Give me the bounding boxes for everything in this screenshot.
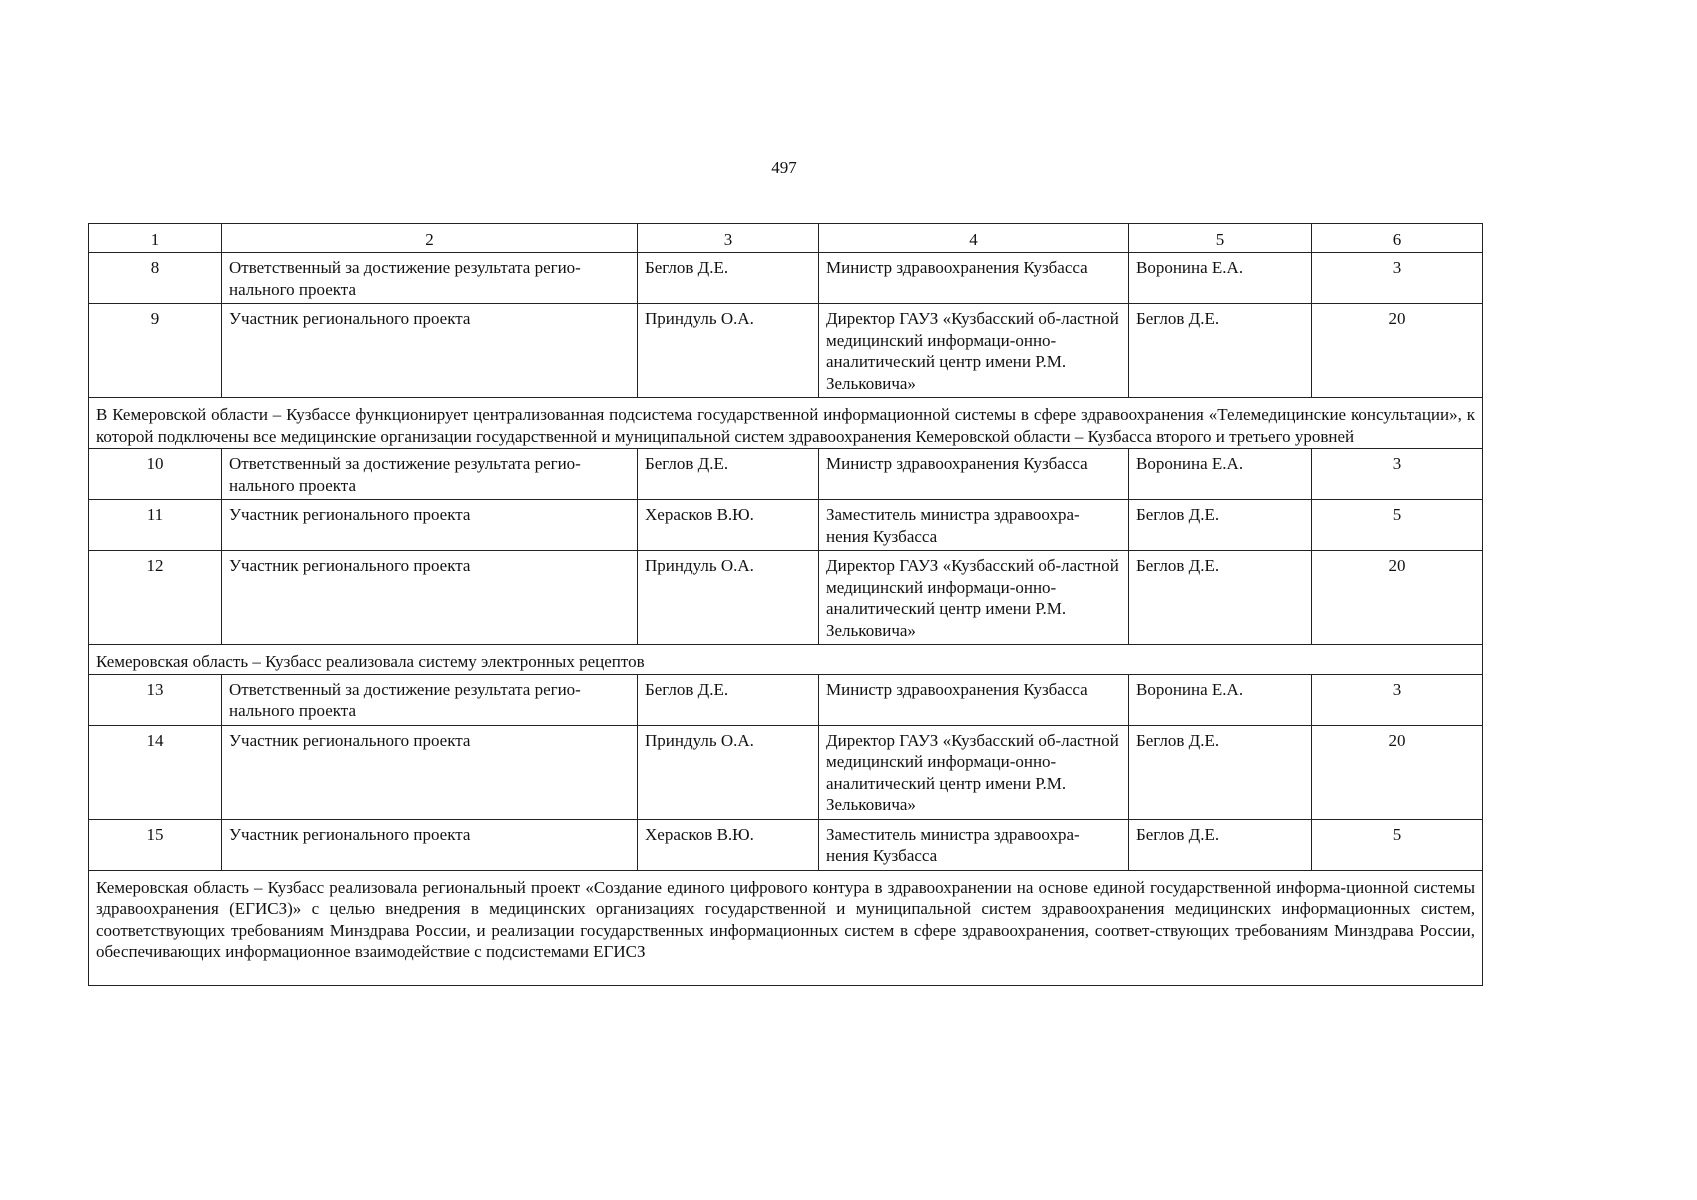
column-header: 6	[1312, 224, 1483, 253]
section-note: В Кемеровской области – Кузбассе функционирует централизованная подсистема государственной информационной системы в сфере здравоохранения «Телемедицинские консультации», к которой подключены все медицинские организации государственной и муниципальной систем здравоохранения Кемеровской области – Кузбасса второго и третьего уровней	[89, 398, 1483, 449]
person-cell: Беглов Д.Е.	[638, 449, 819, 500]
position-cell: Директор ГАУЗ «Кузбасский об-ластной медицинский информаци-онно-аналитический центр имени Р.М. Зельковича»	[819, 725, 1129, 819]
person-cell: Беглов Д.Е.	[638, 674, 819, 725]
table-row	[89, 551, 1483, 645]
table-row	[89, 449, 1483, 500]
role-cell: Участник регионального проекта	[222, 304, 638, 398]
row-number: 10	[89, 449, 222, 500]
section-note: Кемеровская область – Кузбасс реализовала региональный проект «Создание единого цифрового контура в здравоохранении на основе единой государственной информа-ционной системы здравоохранения (ЕГИСЗ)» с целью внедрения в медицинских организациях государственной и муниципальной систем здравоохранения медицинских информационных систем, соответствующих требованиям Минздрава России, и реализации государственных информационных систем в сфере здравоохранения, соответ-ствующих требованиям Минздрава России, обеспечивающих информационное взаимодействие с подсистемами ЕГИСЗ	[89, 870, 1483, 985]
value-cell: 3	[1312, 674, 1483, 725]
section-note-row	[89, 398, 1483, 449]
column-header: 1	[89, 224, 222, 253]
value-cell: 20	[1312, 725, 1483, 819]
role-cell: Ответственный за достижение результата регио-нального проекта	[222, 253, 638, 304]
supervisor-cell: Воронина Е.А.	[1129, 253, 1312, 304]
person-cell: Беглов Д.Е.	[638, 253, 819, 304]
row-number: 15	[89, 819, 222, 870]
table-row	[89, 674, 1483, 725]
row-number: 9	[89, 304, 222, 398]
position-cell: Заместитель министра здравоохра-нения Кузбасса	[819, 819, 1129, 870]
position-cell: Директор ГАУЗ «Кузбасский об-ластной медицинский информаци-онно-аналитический центр имени Р.М. Зельковича»	[819, 304, 1129, 398]
row-number: 13	[89, 674, 222, 725]
role-cell: Ответственный за достижение результата регио-нального проекта	[222, 449, 638, 500]
table-row	[89, 725, 1483, 819]
table-row	[89, 819, 1483, 870]
column-header: 2	[222, 224, 638, 253]
row-number: 14	[89, 725, 222, 819]
supervisor-cell: Воронина Е.А.	[1129, 674, 1312, 725]
value-cell: 5	[1312, 819, 1483, 870]
person-cell: Херасков В.Ю.	[638, 819, 819, 870]
position-cell: Заместитель министра здравоохра-нения Кузбасса	[819, 500, 1129, 551]
position-cell: Министр здравоохранения Кузбасса	[819, 674, 1129, 725]
value-cell: 3	[1312, 449, 1483, 500]
person-cell: Приндуль О.А.	[638, 725, 819, 819]
role-cell: Участник регионального проекта	[222, 819, 638, 870]
row-number: 8	[89, 253, 222, 304]
role-cell: Участник регионального проекта	[222, 551, 638, 645]
table-row	[89, 304, 1483, 398]
role-cell: Участник регионального проекта	[222, 500, 638, 551]
table-row	[89, 253, 1483, 304]
position-cell: Министр здравоохранения Кузбасса	[819, 449, 1129, 500]
row-number: 11	[89, 500, 222, 551]
page-number: 497	[771, 158, 797, 177]
supervisor-cell: Беглов Д.Е.	[1129, 551, 1312, 645]
role-cell: Участник регионального проекта	[222, 725, 638, 819]
supervisor-cell: Беглов Д.Е.	[1129, 500, 1312, 551]
supervisor-cell: Беглов Д.Е.	[1129, 304, 1312, 398]
role-cell: Ответственный за достижение результата регио-нального проекта	[222, 674, 638, 725]
section-note-row	[89, 870, 1483, 985]
position-cell: Директор ГАУЗ «Кузбасский об-ластной медицинский информаци-онно-аналитический центр имени Р.М. Зельковича»	[819, 551, 1129, 645]
row-number: 12	[89, 551, 222, 645]
table-row	[89, 500, 1483, 551]
table-header-row	[89, 224, 1483, 253]
supervisor-cell: Воронина Е.А.	[1129, 449, 1312, 500]
supervisor-cell: Беглов Д.Е.	[1129, 725, 1312, 819]
value-cell: 3	[1312, 253, 1483, 304]
person-cell: Херасков В.Ю.	[638, 500, 819, 551]
person-cell: Приндуль О.А.	[638, 304, 819, 398]
column-header: 5	[1129, 224, 1312, 253]
section-note: Кемеровская область – Кузбасс реализовала систему электронных рецептов	[89, 645, 1483, 675]
responsibility-table	[88, 223, 1483, 986]
value-cell: 20	[1312, 551, 1483, 645]
value-cell: 20	[1312, 304, 1483, 398]
position-cell: Министр здравоохранения Кузбасса	[819, 253, 1129, 304]
value-cell: 5	[1312, 500, 1483, 551]
supervisor-cell: Беглов Д.Е.	[1129, 819, 1312, 870]
section-note-row	[89, 645, 1483, 675]
person-cell: Приндуль О.А.	[638, 551, 819, 645]
column-header: 3	[638, 224, 819, 253]
column-header: 4	[819, 224, 1129, 253]
